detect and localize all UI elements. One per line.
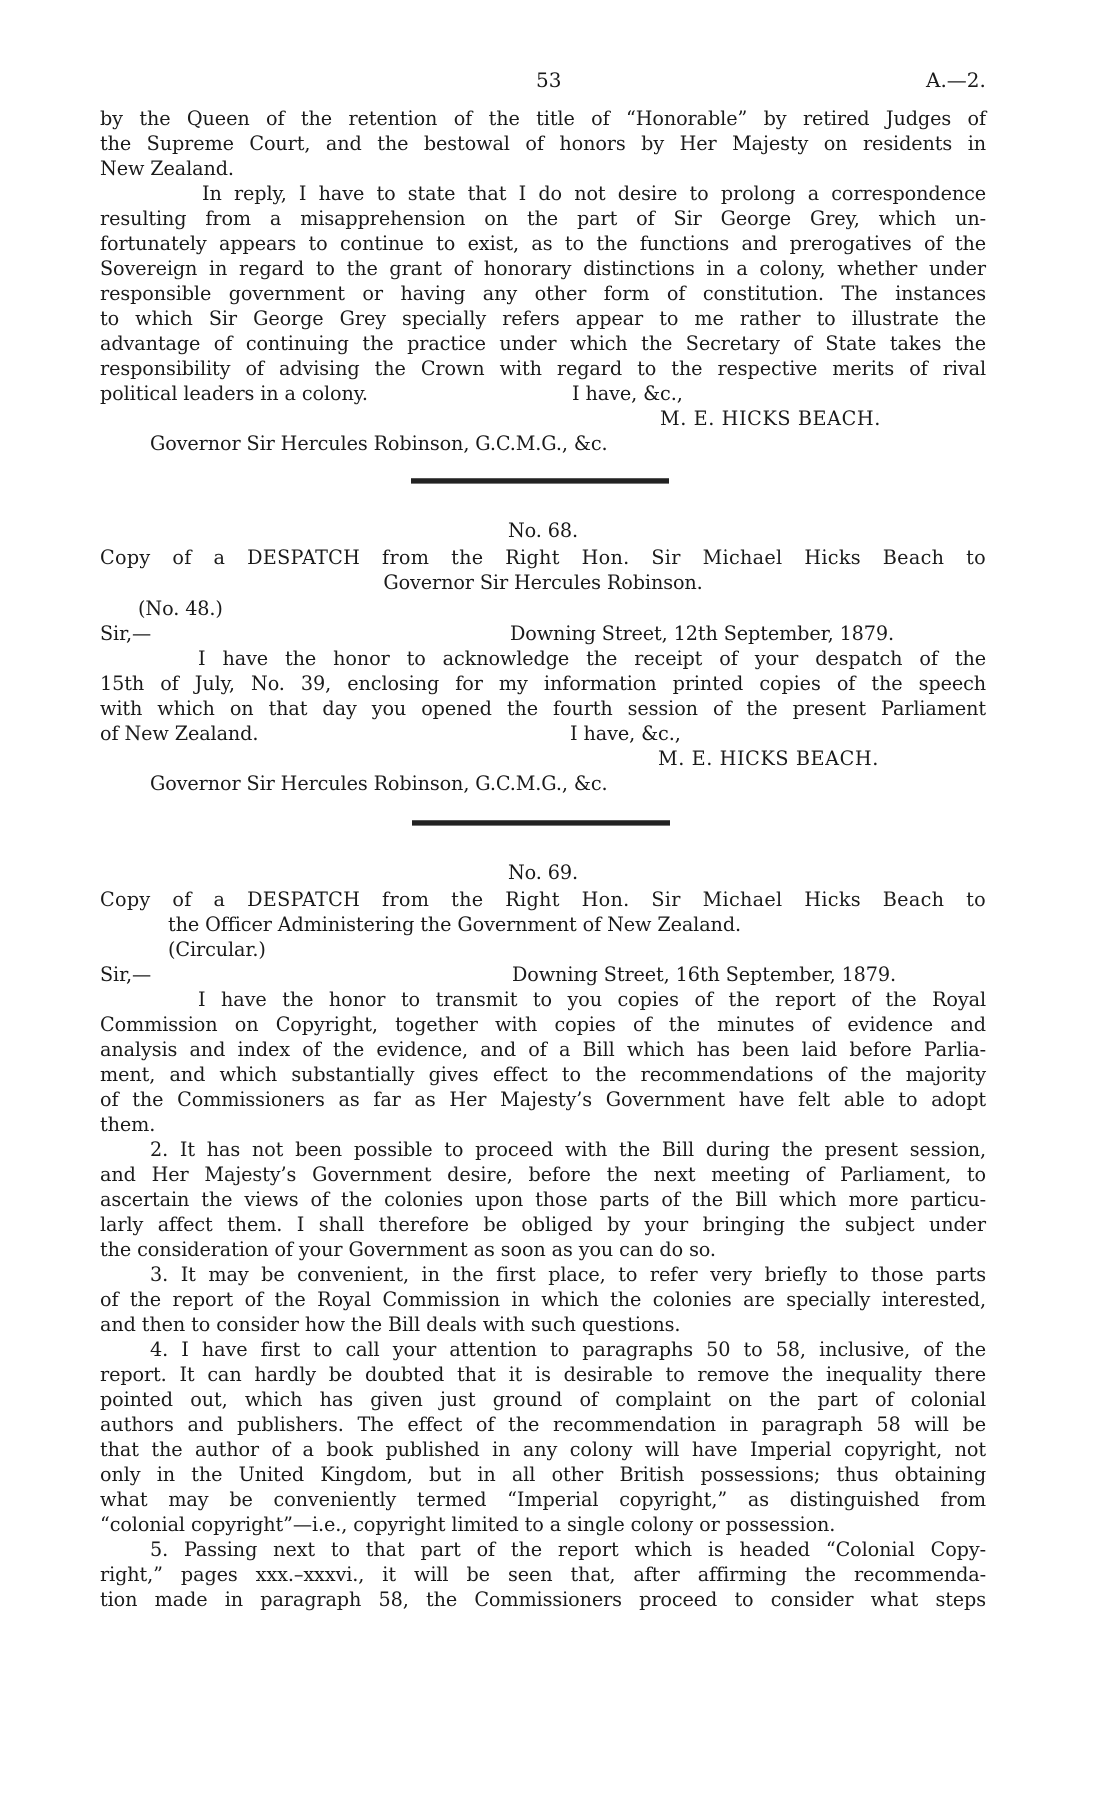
text-line: of New Zealand. xyxy=(100,722,259,745)
text-line: fortunately appears to continue to exist, as to the functions and prerogatives of the xyxy=(100,232,986,255)
despatch-heading: Governor Sir Hercules Robinson. xyxy=(383,571,703,594)
text-line: ment, and which substantially gives effect to the recommendations of the majority xyxy=(100,1063,986,1086)
text-line: 3. It may be convenient, in the first place, to refer very briefly to those parts xyxy=(150,1263,986,1286)
despatch-ref: (No. 48.) xyxy=(138,597,223,620)
despatch-heading: the Officer Administering the Government of New Zealand. xyxy=(168,913,741,936)
text-line: advantage of continuing the practice under which the Secretary of State takes the xyxy=(100,332,986,355)
text-line: 2. It has not been possible to proceed with the Bill during the present session, xyxy=(150,1138,986,1161)
text-line: responsible government or having any other form of constitution. The instances xyxy=(100,282,986,305)
despatch-heading: Copy of a DESPATCH from the Right Hon. Sir Michael Hicks Beach to xyxy=(100,888,986,911)
text-line: 15th of July, No. 39, enclosing for my information printed copies of the speech xyxy=(100,672,986,695)
text-line: right,” pages xxx.–xxxvi., it will be seen that, after affirming the recommenda- xyxy=(100,1563,986,1586)
text-line: authors and publishers. The effect of the recommendation in paragraph 58 will be xyxy=(100,1413,986,1436)
text-line: only in the United Kingdom, but in all other British possessions; thus obtaining xyxy=(100,1463,986,1486)
addressee: Governor Sir Hercules Robinson, G.C.M.G., &c. xyxy=(150,772,608,795)
text-line: larly affect them. I shall therefore be obliged by your bringing the subject under xyxy=(100,1213,986,1236)
text-line: responsibility of advising the Crown with regard to the respective merits of rival xyxy=(100,357,986,380)
text-line: and Her Majesty’s Government desire, before the next meeting of Parliament, to xyxy=(100,1163,986,1186)
salutation: Sir,— xyxy=(100,963,152,986)
text-line: Sovereign in regard to the grant of honorary distinctions in a colony, whether under xyxy=(100,257,986,280)
text-line: 5. Passing next to that part of the report which is headed “Colonial Copy- xyxy=(150,1538,986,1561)
text-line: of the Commissioners as far as Her Majesty’s Government have felt able to adopt xyxy=(100,1088,986,1111)
text-line: and then to consider how the Bill deals with such questions. xyxy=(100,1313,681,1336)
text-line: the consideration of your Government as soon as you can do so. xyxy=(100,1238,716,1261)
text-line: I have the honor to transmit to you copies of the report of the Royal xyxy=(198,988,986,1011)
text-line: New Zealand. xyxy=(100,157,234,180)
despatch-number: No. 68. xyxy=(507,519,579,542)
salutation: Sir,— xyxy=(100,622,152,645)
text-line: ascertain the views of the colonies upon those parts of the Bill which more particu- xyxy=(100,1188,986,1211)
closing: I have, &c., xyxy=(572,382,683,405)
place-date: Downing Street, 12th September, 1879. xyxy=(510,622,894,645)
section-divider xyxy=(411,478,669,484)
text-line: that the author of a book published in any colony will have Imperial copyright, not xyxy=(100,1438,986,1461)
text-line: political leaders in a colony. xyxy=(100,382,368,405)
signature: M. E. HICKS BEACH. xyxy=(660,407,881,430)
text-line: In reply, I have to state that I do not desire to prolong a correspondence xyxy=(202,182,986,205)
text-line: the Supreme Court, and the bestowal of honors by Her Majesty on residents in xyxy=(100,132,986,155)
page-number: 53 xyxy=(536,68,562,92)
text-line: I have the honor to acknowledge the receipt of your despatch of the xyxy=(198,647,986,670)
place-date: Downing Street, 16th September, 1879. xyxy=(512,963,896,986)
paper-reference: A.—2. xyxy=(926,68,986,92)
text-line: of the report of the Royal Commission in which the colonies are specially interested, xyxy=(100,1288,986,1311)
text-line: pointed out, which has given just ground of complaint on the part of colonial xyxy=(100,1388,986,1411)
text-line: resulting from a misapprehension on the part of Sir George Grey, which un- xyxy=(100,207,986,230)
text-line: by the Queen of the retention of the title of “Honorable” by retired Judges of xyxy=(100,107,986,130)
text-line: to which Sir George Grey specially refers appear to me rather to illustrate the xyxy=(100,307,986,330)
despatch-heading: Copy of a DESPATCH from the Right Hon. Sir Michael Hicks Beach to xyxy=(100,546,986,569)
text-line: with which on that day you opened the fourth session of the present Parliament xyxy=(100,697,986,720)
despatch-number: No. 69. xyxy=(507,861,579,884)
text-line: analysis and index of the evidence, and of a Bill which has been laid before Parlia- xyxy=(100,1038,986,1061)
signature: M. E. HICKS BEACH. xyxy=(658,747,879,770)
text-line: what may be conveniently termed “Imperial copyright,” as distinguished from xyxy=(100,1488,986,1511)
section-divider xyxy=(412,820,670,826)
text-line: tion made in paragraph 58, the Commissioners proceed to consider what steps xyxy=(100,1588,986,1611)
despatch-ref: (Circular.) xyxy=(168,938,266,961)
text-line: them. xyxy=(100,1113,156,1136)
addressee: Governor Sir Hercules Robinson, G.C.M.G., &c. xyxy=(150,432,608,455)
text-line: report. It can hardly be doubted that it is desirable to remove the inequality there xyxy=(100,1363,986,1386)
text-line: “colonial copyright”—i.e., copyright limited to a single colony or possession. xyxy=(100,1513,836,1536)
closing: I have, &c., xyxy=(570,722,681,745)
text-line: 4. I have first to call your attention to paragraphs 50 to 58, inclusive, of the xyxy=(150,1338,986,1361)
text-line: Commission on Copyright, together with copies of the minutes of evidence and xyxy=(100,1013,986,1036)
